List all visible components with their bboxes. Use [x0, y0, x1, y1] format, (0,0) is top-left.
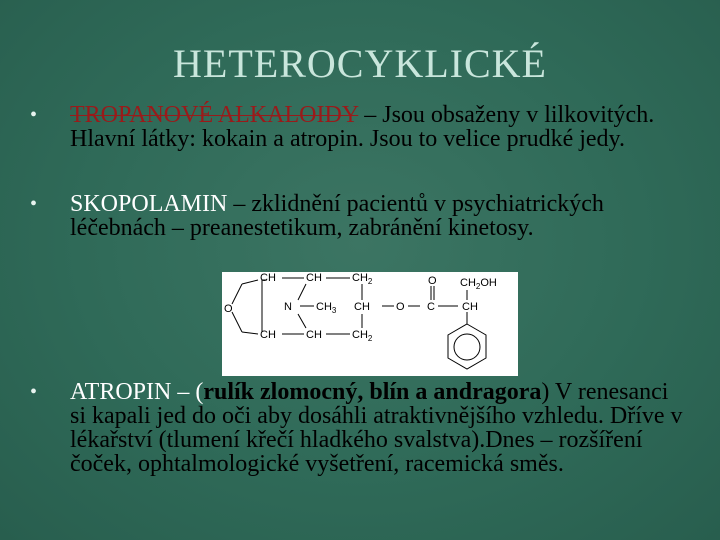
label-ch3: $CH_3$: [316, 301, 337, 315]
label-c: C: [427, 301, 435, 313]
label-o: O: [224, 303, 233, 315]
bullet-body: – Jsou obsaženy v lilkovitých. Hlavní látky: kokain a atropin. Jsou to velice prudké jedy.: [70, 102, 655, 152]
label-ch: CH: [260, 272, 276, 284]
label-ch: CH: [260, 329, 276, 341]
label-ch2: $CH_2$: [352, 329, 373, 343]
bullet-bold: rulík zlomocný, blín a andragora: [203, 379, 542, 405]
bullet-tropane: [30, 103, 690, 151]
bullet-head: TROPANOVÉ ALKALOIDY: [70, 102, 359, 128]
label-ch: CH: [354, 301, 370, 313]
label-ch: CH: [306, 329, 322, 341]
bullet-atropin: [30, 380, 690, 476]
bullet-text: [70, 192, 690, 240]
slide-title: HETEROCYKLICKÉ: [173, 41, 547, 86]
bullet-head: SKOPOLAMIN: [70, 191, 228, 217]
bullet-dot: •: [30, 104, 38, 126]
atropine-structure-image: [222, 272, 518, 376]
label-ch: CH: [306, 272, 322, 284]
label-ch2: $CH_2$: [352, 272, 373, 286]
bullet-dash: – (: [171, 379, 204, 405]
label-ch: CH: [462, 301, 478, 313]
bullet-skopolamin: [30, 192, 690, 240]
bullet-body: – zklidnění pacientů v psychiatrických léčebnách – preanestetikum, zabránění kinetosy.: [70, 191, 604, 241]
bullet-head: ATROPIN: [70, 379, 172, 405]
label-n: N: [284, 301, 292, 313]
bullet-text: [70, 103, 690, 151]
label-o: O: [428, 275, 437, 287]
bullet-dot: •: [30, 381, 38, 403]
label-ch2oh: $CH_2OH$: [460, 277, 497, 291]
bullet-body: ) V renesanci si kapali jed do oči aby dosáhli atraktivnějšího vzhledu. Dříve v lékařství (tlumení křečí hladkého svalstva).Dnes – rozšíření čoček, ophtalmologické vyšetření, racemická směs.: [70, 379, 683, 477]
bullet-dot: •: [30, 193, 38, 215]
label-o: O: [396, 301, 405, 313]
bullet-text: [70, 380, 690, 476]
